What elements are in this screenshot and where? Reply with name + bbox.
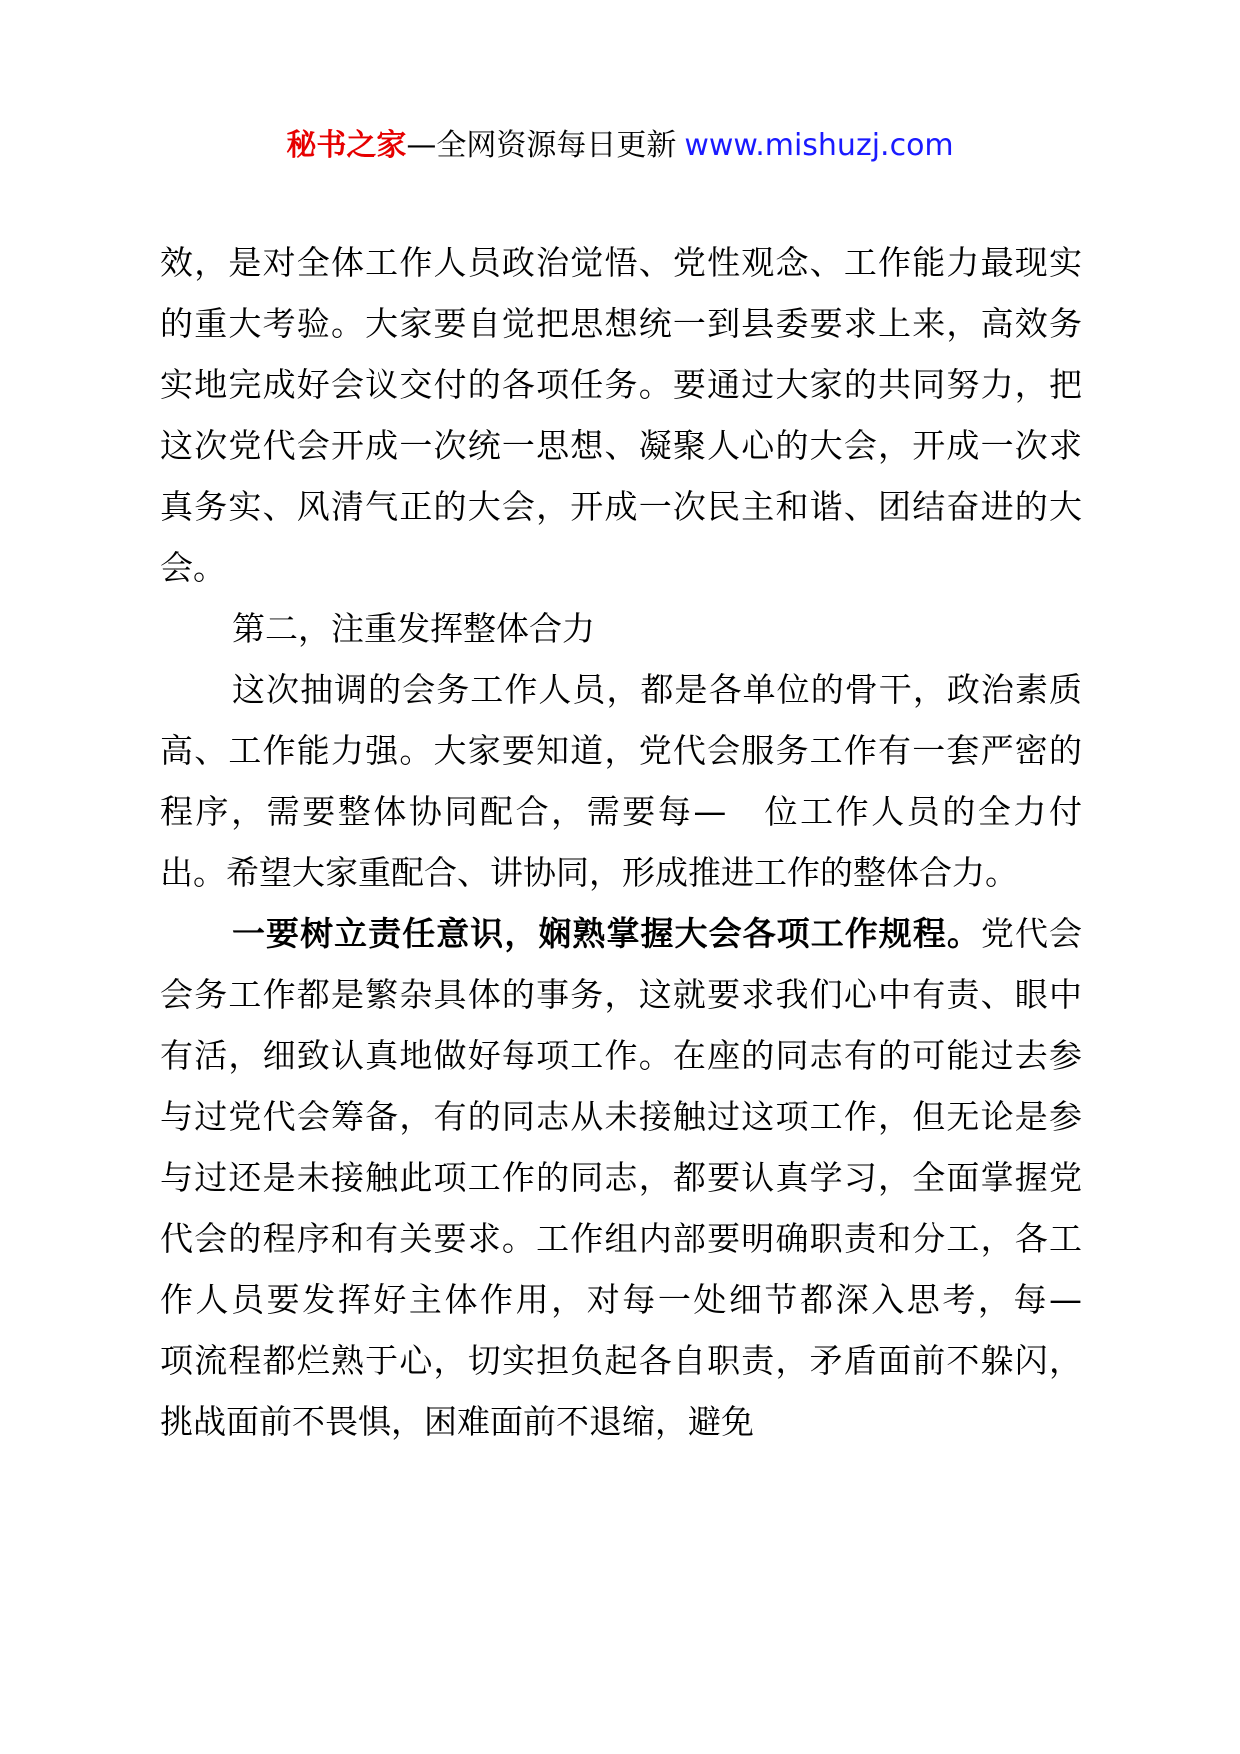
site-brand: 秘书之家 [286, 128, 407, 163]
page-header [0, 126, 1240, 166]
site-tagline: —全网资源每日更新 [406, 128, 677, 163]
paragraph-body-text: 党代会会务工作都是繁杂具体的事务，这就要求我们心中有责、眼中有活，细致认真地做好每项工作。在座的同志有的可能过去参与过党代会筹备，有的同志从未接触过这项工作，但无论是参与过还是未接触此项工作的同志，都要认真学习，全面掌握党代会的程序和有关要求。工作组内部要明确职责和分工，各工作人员要发挥好主体作用，对每一处细节都深入思考，每— 项流程都烂熟于心，切实担负起各自职责，矛盾面前不躲闪，挑战面前不畏惧，困难面前不退缩，避免 [160, 914, 1115, 1441]
paragraph-responsibility [160, 903, 1115, 1452]
site-url[interactable]: www.mishuzj.com [684, 128, 954, 163]
paragraph-lead-sentence: 一要树立责任意识，娴熟掌握大会各项工作规程。 [232, 914, 981, 953]
paragraph-overall-force: 这次抽调的会务工作人员，都是各单位的骨干，政治素质高、工作能力强。大家要知道，党代会服务工作有一套严密的程序，需要整体协同配合，需要每— 位工作人员的全力付出。希望大家重配合、讲协同，形成推进工作的整体合力。 [160, 670, 1082, 892]
paragraph-continuation: 效，是对全体工作人员政治觉悟、党性观念、工作能力最现实的重大考验。大家要自觉把思想统一到县委要求上来，高效务实地完成好会议交付的各项任务。要通过大家的共同努力，把这次党代会开成一次统一思想、凝聚人心的大会，开成一次求真务实、风清气正的大会，开成一次民主和谐、团结奋进的大会。 [160, 243, 1082, 587]
document-body [160, 232, 1115, 1452]
section-heading: 第二，注重发挥整体合力 [232, 609, 595, 648]
